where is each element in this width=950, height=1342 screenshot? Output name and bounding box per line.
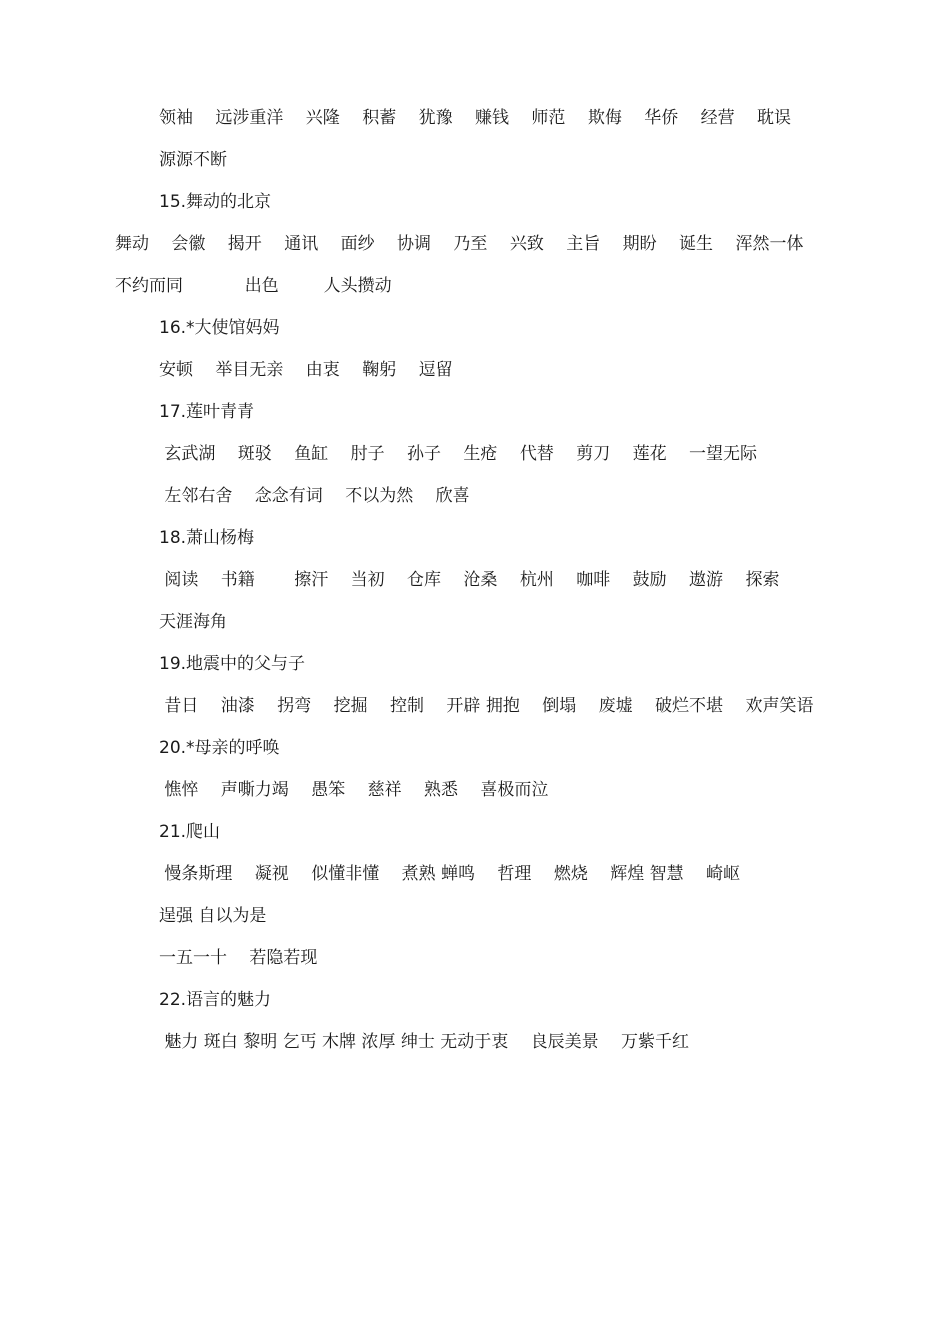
vocab-line: 舞动 会徽 揭开 通讯 面纱 协调 乃至 兴致 主旨 期盼 诞生 浑然一体 (115, 234, 804, 254)
vocab-line: 玄武湖 斑驳 鱼缸 肘子 孙子 生疮 代替 剪刀 莲花 一望无际 (159, 444, 758, 464)
lesson-heading: 22.语言的魅力 (159, 990, 272, 1010)
vocab-line: 慢条斯理 凝视 似懂非懂 煮熟 蝉鸣 哲理 燃烧 辉煌 智慧 崎岖 (159, 864, 741, 884)
vocab-line: 不约而同 出色 人头攒动 (115, 276, 392, 296)
vocab-line: 安顿 举目无亲 由衷 鞠躬 逗留 (159, 360, 453, 380)
lesson-heading: 19.地震中的父与子 (159, 654, 306, 674)
vocab-line: 逞强 自以为是 (159, 906, 267, 926)
vocab-line: 领袖 远涉重洋 兴隆 积蓄 犹豫 赚钱 师范 欺侮 华侨 经营 耽误 (159, 108, 792, 128)
vocab-line: 源源不断 (159, 150, 227, 170)
document-body (115, 104, 840, 1070)
vocab-line: 魅力 斑白 黎明 乞丐 木牌 浓厚 绅士 无动于衷 良辰美景 万紫千红 (159, 1032, 690, 1052)
vocab-line: 天涯海角 (159, 612, 227, 632)
vocab-line: 左邻右舍 念念有词 不以为然 欣喜 (159, 486, 470, 506)
lesson-heading: 15.舞动的北京 (159, 192, 272, 212)
lesson-heading: 17.莲叶青青 (159, 402, 255, 422)
vocab-line: 一五一十 若隐若现 (159, 948, 318, 968)
vocab-line: 阅读 书籍 擦汗 当初 仓库 沧桑 杭州 咖啡 鼓励 遨游 探索 (159, 570, 780, 590)
lesson-heading: 21.爬山 (159, 822, 221, 842)
lesson-heading: 18.萧山杨梅 (159, 528, 255, 548)
lesson-heading: 20.*母亲的呼唤 (159, 738, 280, 758)
vocab-line: 憔悴 声嘶力竭 愚笨 慈祥 熟悉 喜极而泣 (159, 780, 549, 800)
vocab-line: 昔日 油漆 拐弯 挖掘 控制 开辟 拥抱 倒塌 废墟 破烂不堪 欢声笑语 (159, 696, 814, 716)
lesson-heading: 16.*大使馆妈妈 (159, 318, 280, 338)
